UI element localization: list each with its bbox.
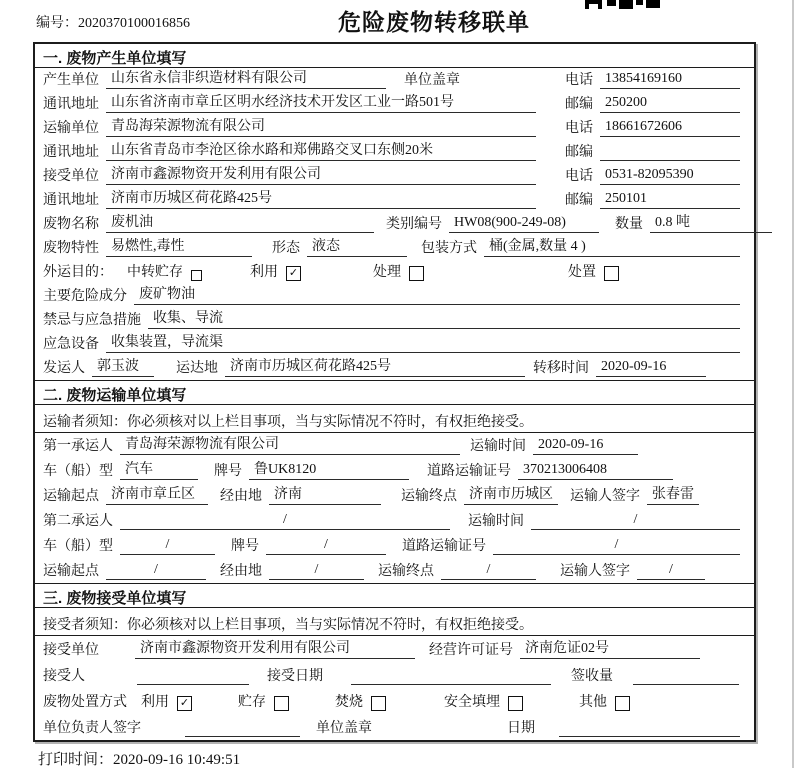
print-time [38, 748, 796, 768]
field-value: / [269, 562, 364, 580]
field-value-blank [600, 159, 740, 161]
field-label: 邮编 [565, 145, 593, 160]
field-value: 济南市历城区 [464, 483, 558, 505]
field-value-blank [633, 683, 739, 685]
field-value: / [120, 537, 215, 555]
field-label: 接受日期 [267, 669, 323, 684]
field-label: 运输单位 [43, 121, 99, 136]
checkbox-other [615, 696, 630, 711]
field-value: 济南市鑫源物资开发利用有限公司 [106, 163, 536, 185]
field-value-blank [137, 683, 249, 685]
page-title: 危险废物转移联单 [338, 9, 530, 35]
field-value: 山东省青岛市李沧区徐水路和郑佛路交叉口东侧20米 [106, 139, 536, 161]
doc-number-label: 编号： [36, 16, 78, 31]
option-label: 其他 [579, 695, 607, 710]
field-label: 运输终点 [378, 564, 434, 579]
field-label: 废物名称 [43, 217, 99, 232]
field-value: 0531-82095390 [600, 167, 740, 185]
field-label: 包装方式 [421, 241, 477, 256]
doc-number [36, 12, 190, 32]
field-value: 2020-09-16 [533, 437, 638, 455]
row-shipper [35, 356, 754, 380]
section-receiver [35, 583, 754, 740]
row-transporter-address [35, 140, 754, 164]
field-value: / [106, 562, 206, 580]
checkbox-store [274, 696, 289, 711]
row-producer-address [35, 92, 754, 116]
option-label: 利用 [141, 695, 169, 710]
field-value: 济南市历城区荷花路425号 [225, 355, 525, 377]
field-label: 经由地 [220, 489, 262, 504]
section-producer [35, 44, 754, 380]
seal-label: 单位盖章 [316, 721, 372, 736]
option-label: 处理 [373, 265, 401, 280]
field-label: 邮编 [565, 97, 593, 112]
transporter-notice: 运输者须知：你必须核对以上栏目事项，当与实际情况不符时，有权拒绝接受。 [35, 405, 754, 433]
field-value: 山东省永信非织造材料有限公司 [106, 67, 386, 89]
field-value-blank [351, 683, 551, 685]
document-header [0, 0, 796, 42]
page-edge-line [792, 0, 794, 768]
field-label: 转移时间 [533, 361, 589, 376]
row-waste-name [35, 212, 754, 236]
checkbox-landfill [508, 696, 523, 711]
row-transfer-purpose [35, 260, 754, 284]
row-hazard-components [35, 284, 754, 308]
checkbox-utilize: ✓ [286, 266, 301, 281]
option-label: 焚烧 [335, 695, 363, 710]
option-label: 处置 [568, 265, 596, 280]
field-label: 通讯地址 [43, 97, 99, 112]
field-value: 郭玉波 [92, 355, 154, 377]
row-responsible-sign [35, 714, 754, 740]
field-value: 鲁UK8120 [249, 458, 409, 480]
field-value: HW08(900-249-08) [449, 215, 599, 233]
print-time-label: 打印时间： [38, 752, 114, 768]
field-value: 250101 [600, 191, 740, 209]
option-label: 安全填埋 [444, 695, 500, 710]
field-label: 通讯地址 [43, 145, 99, 160]
row-receive-unit [35, 636, 754, 662]
field-value: 液态 [307, 235, 407, 257]
field-value: 250200 [600, 95, 740, 113]
field-value: 废矿物油 [134, 283, 740, 305]
field-label: 单位负责人签字 [43, 721, 141, 736]
row-receiver [35, 164, 754, 188]
field-label: 运达地 [176, 361, 218, 376]
field-label: 道路运输证号 [402, 539, 486, 554]
row-waste-traits [35, 236, 754, 260]
field-value: / [266, 537, 386, 555]
field-label: 邮编 [565, 193, 593, 208]
field-label: 禁忌与应急措施 [43, 313, 141, 328]
field-value-blank [185, 735, 300, 737]
field-value: 青岛海荣源物流有限公司 [120, 433, 460, 455]
field-label: 接受单位 [43, 169, 99, 184]
row-vehicle-1 [35, 458, 754, 483]
field-label: 废物处置方式 [43, 695, 127, 710]
field-label: 牌号 [231, 539, 259, 554]
field-label: 发运人 [43, 361, 85, 376]
row-first-carrier [35, 433, 754, 458]
row-vehicle-2 [35, 533, 754, 558]
row-producer [35, 68, 754, 92]
field-label: 第一承运人 [43, 439, 113, 454]
field-label: 电话 [565, 169, 593, 184]
field-value: 桶(金属,数量 4 ) [484, 235, 740, 257]
field-label: 经由地 [220, 564, 262, 579]
checkbox-utilize-receive: ✓ [177, 696, 192, 711]
field-value: / [441, 562, 536, 580]
field-label: 运输时间 [468, 514, 524, 529]
row-second-carrier [35, 508, 754, 533]
receiver-notice: 接受者须知：你必须核对以上栏目事项，当与实际情况不符时，有权拒绝接受。 [35, 608, 754, 636]
checkbox-treat [409, 266, 424, 281]
field-value: 易燃性,毒性 [106, 235, 252, 257]
row-route-1 [35, 483, 754, 508]
field-value: 济南市历城区荷花路425号 [106, 187, 536, 209]
field-value: 汽车 [120, 458, 198, 480]
field-label: 牌号 [214, 464, 242, 479]
field-label: 数量 [615, 217, 643, 232]
checkbox-transfer-storage [191, 270, 202, 281]
option-label: 中转贮存 [127, 265, 183, 280]
row-emergency-equipment [35, 332, 754, 356]
field-value: 济南危证02号 [520, 637, 700, 659]
field-label: 运输时间 [470, 439, 526, 454]
qr-code-icon [585, 0, 661, 9]
doc-number-value: 2020370100016856 [78, 16, 190, 31]
field-label: 主要危险成分 [43, 289, 127, 304]
field-label: 运输终点 [401, 489, 457, 504]
field-value: 济南市鑫源物资开发利用有限公司 [135, 637, 415, 659]
field-label: 第二承运人 [43, 514, 113, 529]
field-value: 收集装置，导流渠 [106, 331, 740, 353]
field-label: 类别编号 [386, 217, 442, 232]
field-label: 道路运输证号 [427, 464, 511, 479]
field-label: 通讯地址 [43, 193, 99, 208]
seal-label: 单位盖章 [404, 73, 460, 88]
field-label: 运输人签字 [560, 564, 630, 579]
row-receive-person [35, 662, 754, 688]
field-label: 应急设备 [43, 337, 99, 352]
row-disposal-method [35, 688, 754, 714]
row-taboo-measures [35, 308, 754, 332]
field-label: 运输起点 [43, 564, 99, 579]
row-transporter [35, 116, 754, 140]
field-label: 车（船）型 [43, 539, 113, 554]
section-transporter [35, 380, 754, 583]
field-label: 经营许可证号 [429, 643, 513, 658]
field-label: 日期 [507, 721, 535, 736]
print-time-value: 2020-09-16 10:49:51 [113, 752, 241, 768]
field-value: / [531, 512, 740, 530]
field-label: 车（船）型 [43, 464, 113, 479]
section3-title: 三. 废物接受单位填写 [35, 584, 754, 608]
row-route-2 [35, 558, 754, 583]
field-value: 370213006408 [518, 462, 673, 480]
field-value: 0.8 吨 [650, 211, 772, 233]
field-value: 青岛海荣源物流有限公司 [106, 115, 536, 137]
field-label: 产生单位 [43, 73, 99, 88]
field-value: / [120, 512, 450, 530]
field-value: 济南市章丘区 [106, 483, 208, 505]
row-receiver-address [35, 188, 754, 212]
field-label: 外运目的： [43, 265, 113, 280]
field-label: 电话 [565, 73, 593, 88]
field-value: 18661672606 [600, 119, 740, 137]
field-value: 13854169160 [600, 71, 740, 89]
field-value: / [637, 562, 705, 580]
option-label: 利用 [250, 265, 278, 280]
field-label: 接受单位 [43, 643, 99, 658]
field-label: 运输人签字 [570, 489, 640, 504]
field-value: 废机油 [106, 211, 374, 233]
field-value: 山东省济南市章丘区明水经济技术开发区工业一路501号 [106, 91, 536, 113]
field-label: 电话 [565, 121, 593, 136]
field-value: 张春雷 [647, 483, 699, 505]
checkbox-incinerate [371, 696, 386, 711]
field-value: 收集、导流 [148, 307, 740, 329]
field-label: 签收量 [571, 669, 613, 684]
field-label: 接受人 [43, 669, 85, 684]
section2-title: 二. 废物运输单位填写 [35, 381, 754, 405]
manifest-form [33, 42, 756, 742]
section1-title: 一. 废物产生单位填写 [35, 44, 754, 68]
field-value: 济南 [269, 483, 381, 505]
field-value: / [493, 537, 740, 555]
checkbox-dispose [604, 266, 619, 281]
option-label: 贮存 [238, 695, 266, 710]
field-value: 2020-09-16 [596, 359, 706, 377]
field-label: 废物特性 [43, 241, 99, 256]
field-label: 形态 [272, 241, 300, 256]
field-value-blank [559, 735, 740, 737]
field-label: 运输起点 [43, 489, 99, 504]
